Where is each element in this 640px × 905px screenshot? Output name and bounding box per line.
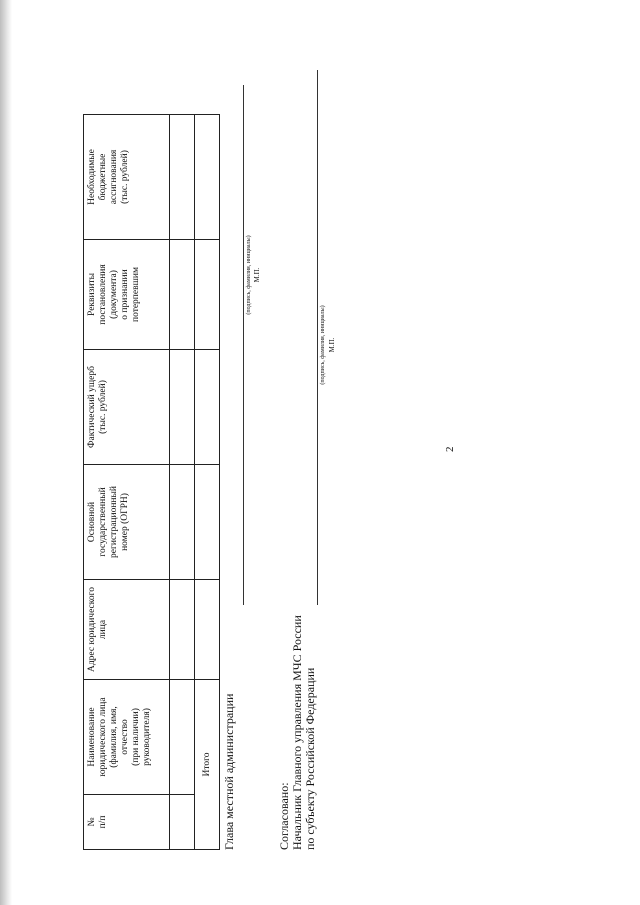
agreement-signature-caption: (подпись, фамилия, инициалы) [320, 305, 326, 385]
table-cell [170, 240, 195, 350]
table-cell [170, 795, 195, 850]
agreement-seal-mark: М.П. [328, 337, 336, 353]
table-cell [170, 350, 195, 465]
table-cell [195, 115, 220, 240]
table-cell [195, 580, 220, 680]
head-signature-caption: (подпись, фамилия, инициалы) [246, 235, 252, 315]
total-label: Итого [195, 680, 220, 850]
table-cell [195, 350, 220, 465]
table-cell [170, 115, 195, 240]
table-cell [170, 465, 195, 580]
header-actual-damage: Фактический ущерб (тыс. рублей) [84, 350, 170, 465]
header-number: № п/п [84, 795, 170, 850]
agreement-heading: Согласовано: [277, 782, 291, 850]
table-cell [170, 580, 195, 680]
head-seal-mark: М.П. [253, 267, 261, 283]
table-total-row [195, 115, 220, 850]
table-row [170, 115, 195, 850]
header-entity-name: Наименование юридического лица (фамилия, имя, отчество (при наличии) руководителя) [84, 680, 170, 795]
agreement-line-1: Начальник Главного управления МЧС России [290, 615, 304, 850]
page-number: 2 [444, 446, 456, 452]
table-cell [195, 240, 220, 350]
budget-table [83, 114, 220, 850]
head-signature-line [243, 85, 244, 605]
header-budget-allocations: Необходимые бюджетные ассигнования (тыс. рублей) [84, 115, 170, 240]
table-cell [195, 465, 220, 580]
agreement-signature-line [317, 70, 318, 605]
header-victim-resolution: Реквизиты постановления (документа) о признании потерпевшим [84, 240, 170, 350]
table-header-row [84, 115, 170, 850]
table-cell [170, 680, 195, 795]
agreement-line-2: по субъекту Российской Федерации [303, 667, 317, 850]
head-title: Глава местной администрации [222, 693, 236, 850]
header-ogrn: Основной государственный регистрационный номер (ОГРН) [84, 465, 170, 580]
header-entity-address: Адрес юридического лица [84, 580, 170, 680]
